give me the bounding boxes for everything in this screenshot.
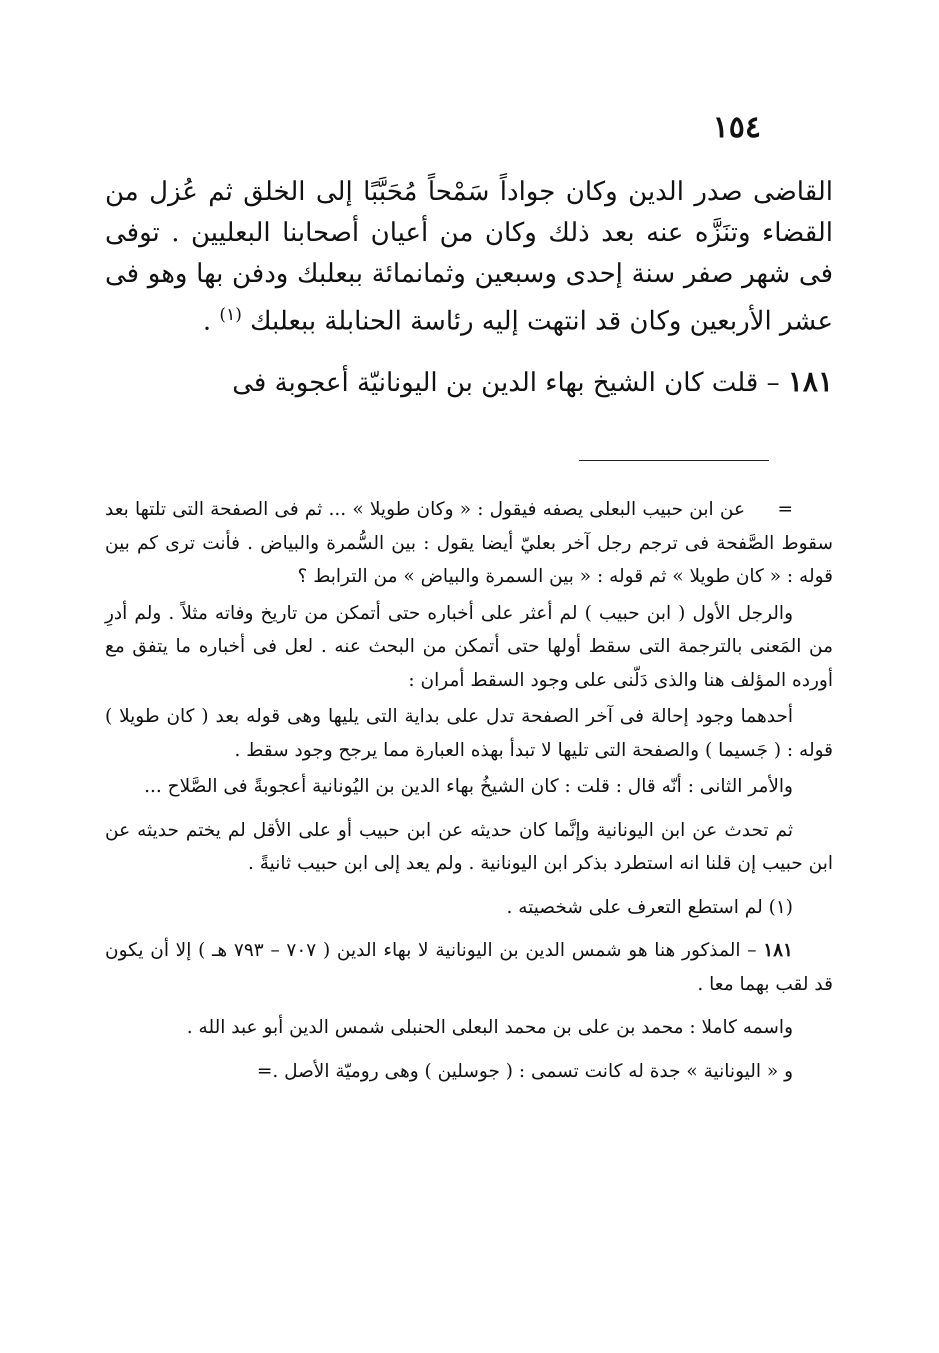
continuation-marker: = [777, 499, 793, 520]
footnote-1: (١) لم استطع التعرف على شخصيته . [506, 896, 793, 918]
footnote-paragraph: و « اليونانية » جدة له كانت تسمى : ( جوسلين ) وهى روميّة الأصل .= [256, 1060, 793, 1082]
main-paragraph-text: القاضى صدر الدين وكان جواداً سَمْحاً مُحَبَّبًا إلى الخلق ثم عُزل من القضاء وتنَزَّه عنه بعد ذلك وكان من أعيان أصحابنا البعليين . توفى فى شهر صفر سنة إحدى وسبعين وثمانمائة ببعلبك ودفن بها وهو فى عشر الأربعين وكان قد انتهت إليه رئاسة الحنابلة ببعلبك [105, 177, 833, 337]
page-number: ١٥٤ [712, 110, 761, 145]
footnote-continuation [105, 493, 833, 594]
footnote-paragraph: أحدهما وجود إحالة فى آخر الصفحة تدل على بداية التى يليها وهى قوله بعد ( كان طويلا ) قوله : ( جَسيما ) والصفحة التى تليها لا تبدأ بهذه العبارة مما يرجح وجود سقط . [105, 706, 833, 761]
footnote-text: عن ابن حبيب البعلى يصفه فيقول : « وكان طويلا » ... ثم فى الصفحة التى تلتها بعد سقوط الصَّفحة فى ترجم رجل آخر بعليّ أيضا يقول : بين السُّمرة والبياض . فأنت ترى كم بين قوله : « كان طويلا » ثم قوله : « بين السمرة والبياض » من الترابط ؟ [105, 499, 833, 587]
entry-dash: – [758, 367, 788, 398]
main-paragraph-end: . [202, 306, 220, 337]
footnote-paragraph: والرجل الأول ( ابن حبيب ) لم أعثر على أخباره حتى أتمكن من تاريخ وفاته مثلاً . ولم أدرِ من المَعنى بالترجمة التى سقط أولها حتى أتمكن من البحث عنه . لعل فى أخباره ما يتفق مع أورده المؤلف هنا والذى دَلّنى على وجود السقط أمران : [105, 602, 834, 691]
main-paragraph [105, 172, 833, 343]
footnote-181 [105, 934, 833, 1001]
footnote-entry-number: ١٨١ [763, 940, 793, 961]
footnote-paragraph: واسمه كاملا : محمد بن على بن محمد البعلى الحنبلى شمس الدين أبو عبد الله . [186, 1017, 793, 1038]
main-text [105, 172, 833, 404]
entry-number: ١٨١ [787, 364, 833, 398]
entry-paragraph [105, 361, 833, 404]
footnote-reference: (١) [219, 305, 242, 325]
footnote-paragraph: ثم تحدث عن ابن اليونانية وإنَّما كان حديثه عن ابن حبيب أو على الأقل لم يختم حديثه عن ابن حبيب إن قلنا انه استطرد بذكر ابن اليونانية . ولم يعد إلى ابن حبيب ثانيةً . [105, 819, 833, 874]
footnote-divider [579, 460, 769, 461]
footnote-paragraph: والأمر الثانى : أنّه قال : قلت : كان الشيخُ بهاء الدين بن اليُونانية أعجوبةً فى الصَّلاح ... [144, 776, 793, 797]
entry-text: قلت كان الشيخ بهاء الدين بن اليونانيّة أعجوبة فى [232, 367, 759, 398]
footnote-entry-text: – المذكور هنا هو شمس الدين بن اليونانية لا بهاء الدين ( ٧٠٧ – ٧٩٣ هـ ) إلا أن يكون قد لقب بهما معا . [105, 940, 833, 995]
footnotes [105, 493, 833, 1088]
